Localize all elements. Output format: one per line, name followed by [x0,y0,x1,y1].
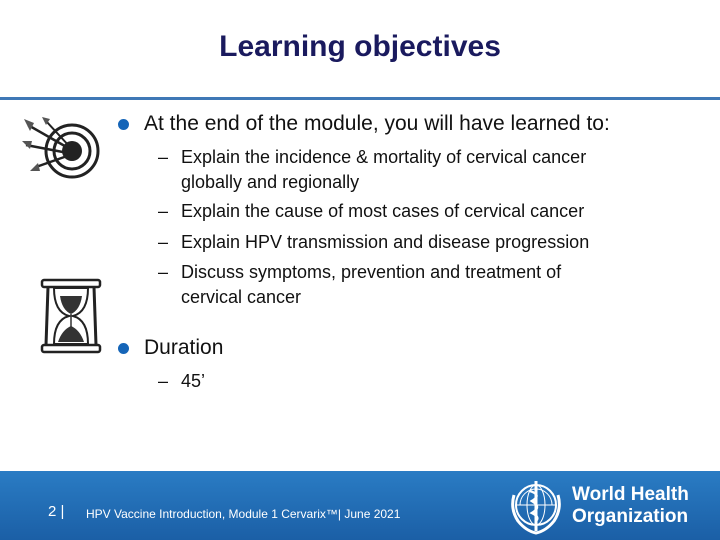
bullet-text: At the end of the module, you will have learned to: [144,112,610,135]
title-divider [0,97,720,100]
slide-title: Learning objectives [219,30,501,63]
who-name-line1: World Health [572,484,689,505]
who-emblem-icon [506,475,566,535]
sub-dash: – [158,201,169,221]
sub-dash: – [158,371,169,391]
who-name-line2: Organization [572,506,689,527]
bullet-dot [118,343,129,354]
hourglass-icon [36,276,106,356]
sub-item-text: Discuss symptoms, prevention and treatment of [181,262,562,282]
sub-dash: – [158,147,169,167]
sub-dash: – [158,232,169,252]
sub-item-text: Explain the incidence & mortality of cervical cancer [181,147,587,167]
sub-dash: – [158,262,169,282]
who-name [572,484,689,528]
bullet-dot [118,119,129,130]
page-number: 2 | [48,503,65,520]
footer-bar [0,471,720,540]
sub-item-text: cervical cancer [181,287,302,307]
sub-item-text: Explain the cause of most cases of cervical cancer [181,201,585,221]
sub-item-text: globally and regionally [181,172,360,192]
bullet-text: Duration [144,336,224,359]
footer-text: HPV Vaccine Introduction, Module 1 Cervarix™| June 2021 [86,507,401,521]
sub-item-text: Explain HPV transmission and disease progression [181,232,590,252]
target-with-darts-icon [20,115,104,181]
sub-item-text: 45’ [181,371,206,391]
